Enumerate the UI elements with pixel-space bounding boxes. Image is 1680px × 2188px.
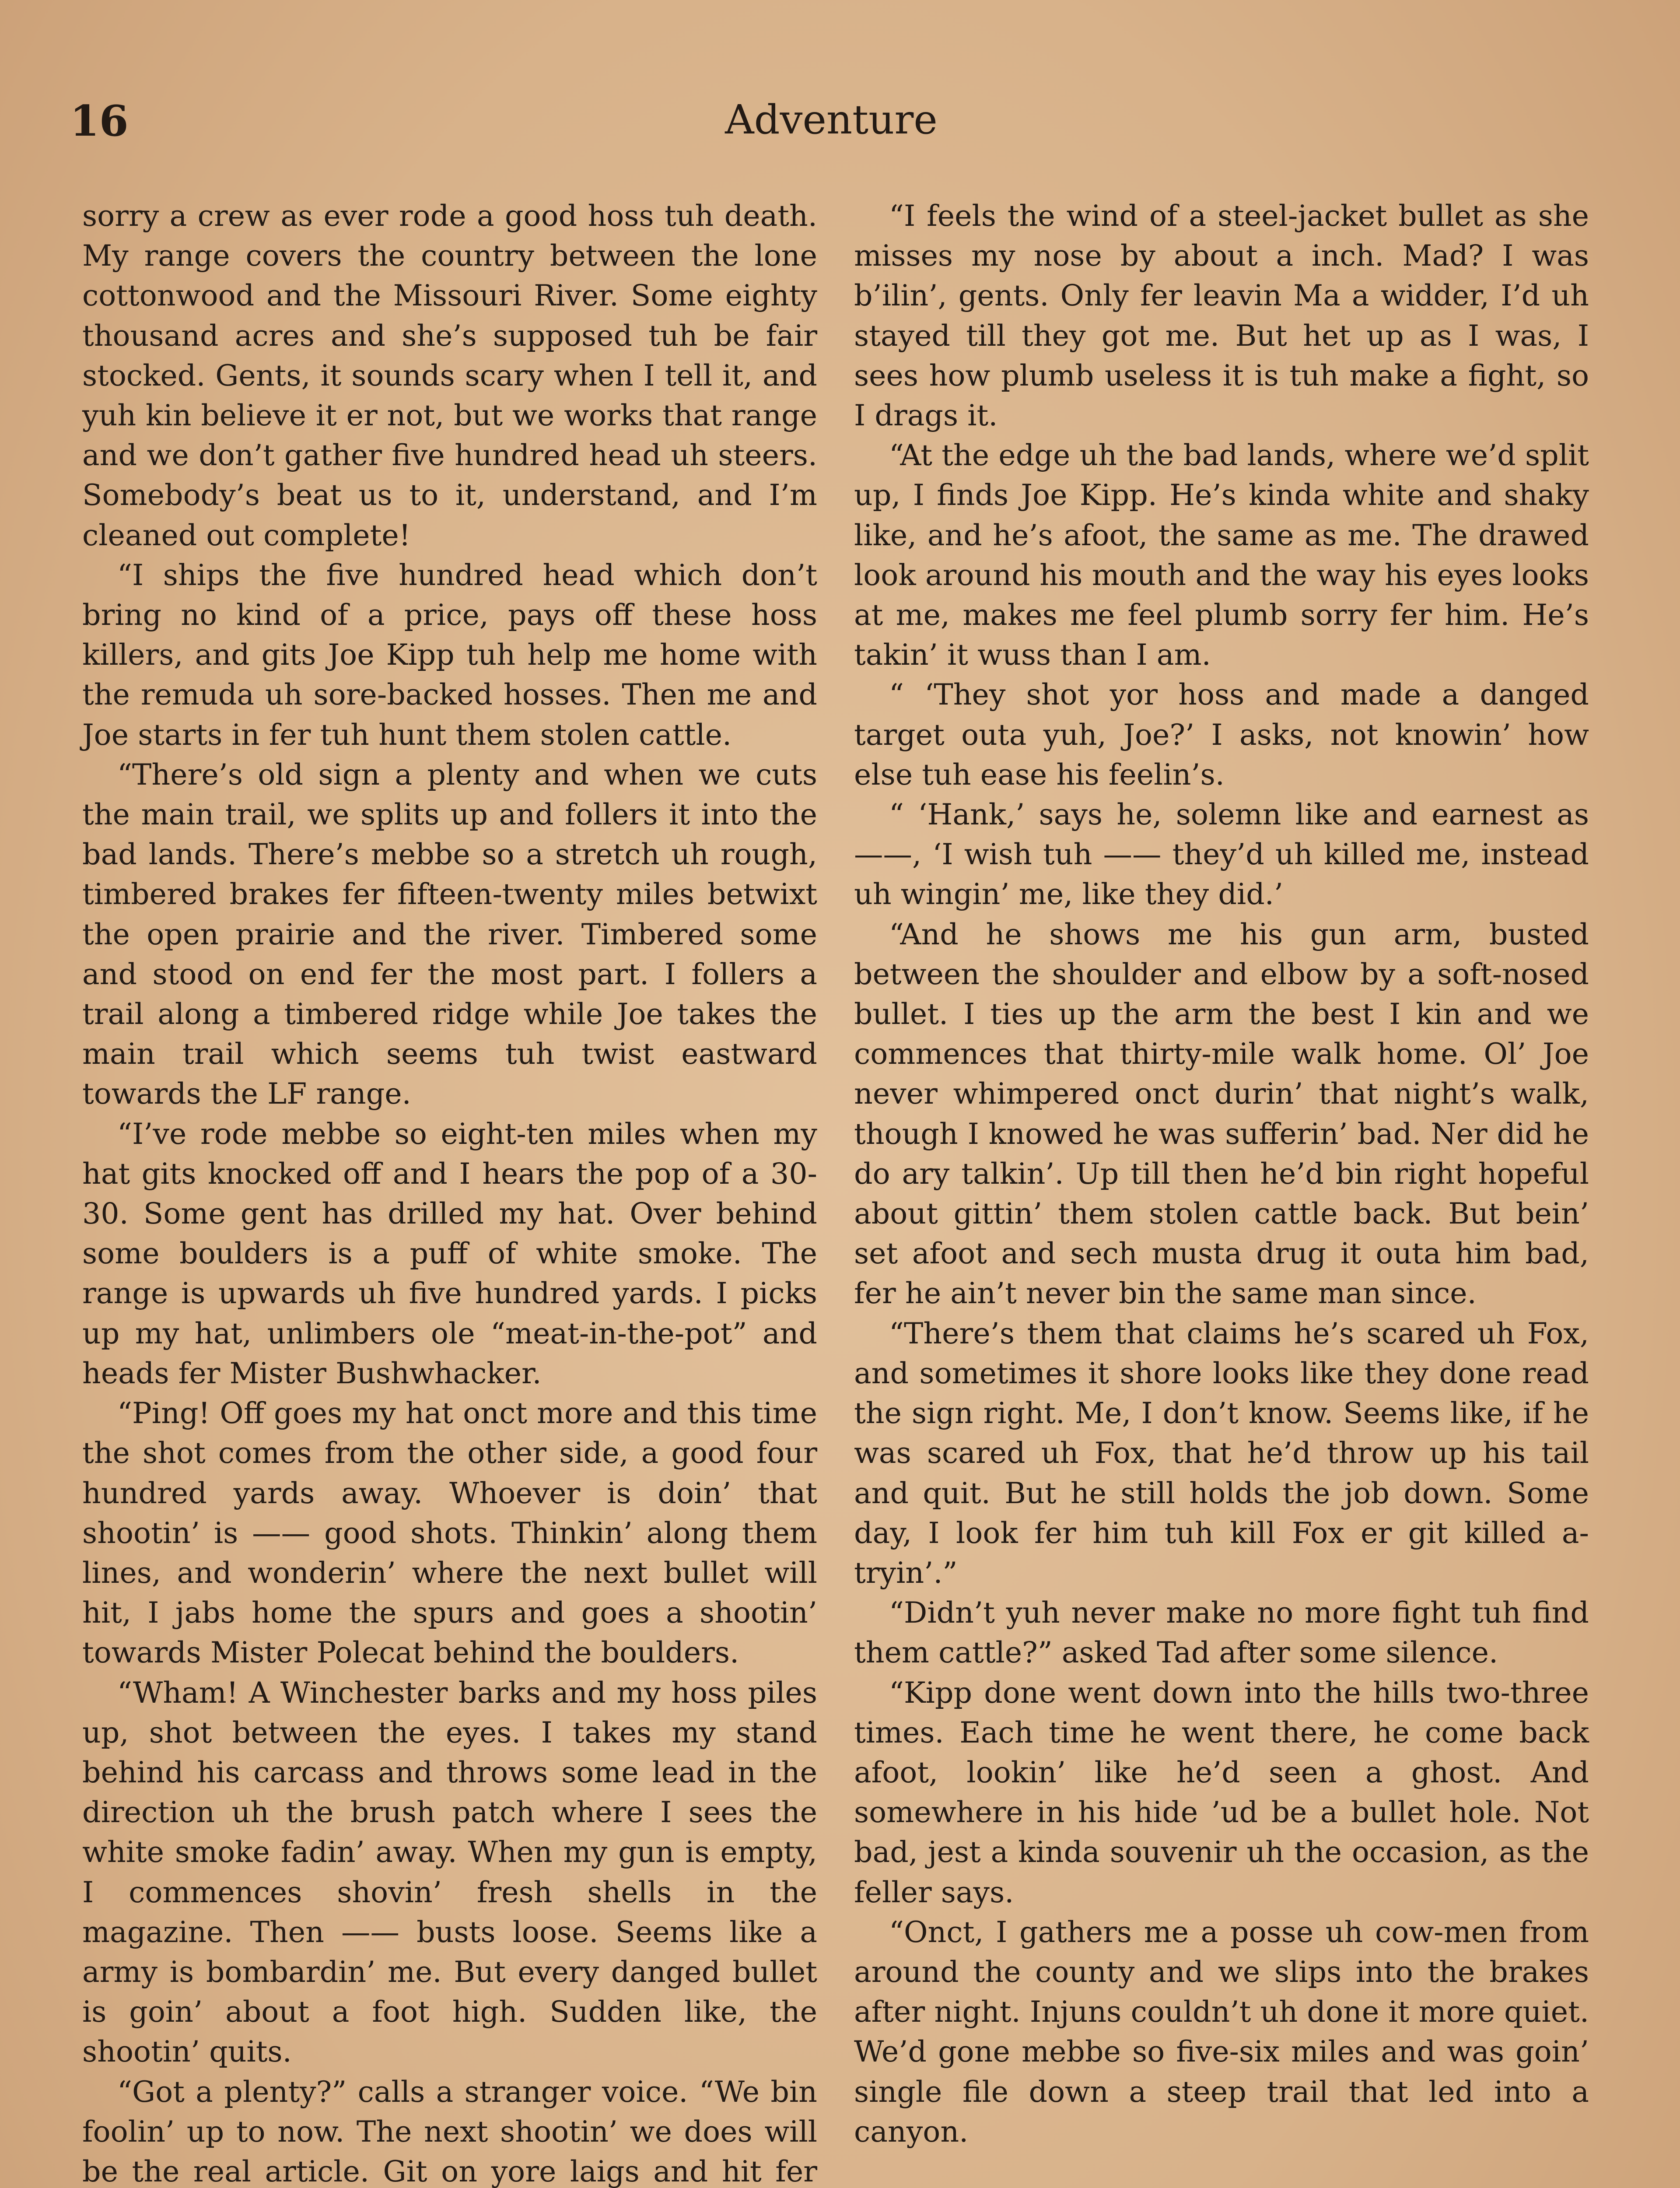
paragraph: “Kipp done went down into the hills two-three times. Each time he went there, he come back afoot, lookin’ like he’d seen a ghost. And somewhere in his hide ’ud be a bullet hole. Not bad, jest a kinda souvenir uh the occasion, as the feller says. <box>854 1675 1589 1909</box>
paragraph: “At the edge uh the bad lands, where we’d split up, I finds Joe Kipp. He’s kinda white and shaky like, and he’s afoot, the same as me. The drawed look around his mouth and the way his eyes looks at me, makes me feel plumb sorry fer him. He’s takin’ it wuss than I am. <box>854 438 1589 672</box>
page-header <box>70 96 1592 149</box>
paragraph: “Got a plenty?” calls a stranger voice. “We bin foolin’ up to now. The next shootin’ we does will be the real article. Git on yore laigs and hit fer <box>82 2074 817 2188</box>
running-title: Adventure <box>725 96 938 143</box>
paragraph: “ ‘They shot yor hoss and made a danged target outa yuh, Joe?’ I asks, not knowin’ how else tuh ease his feelin’s. <box>854 677 1589 792</box>
right-column <box>854 196 1589 2188</box>
paragraph: “There’s them that claims he’s scared uh Fox, and sometimes it shore looks like they done read the sign right. Me, I don’t know. Seems like, if he was scared uh Fox, that he’d throw up his tail and quit. But he still holds the job down. Some day, I look fer him tuh kill Fox er git killed a-tryin’.” <box>854 1316 1589 1590</box>
paragraph: “I’ve rode mebbe so eight-ten miles when my hat gits knocked off and I hears the pop of a 30-30. Some gent has drilled my hat. Over behind some boulders is a puff of white smoke. The range is upwards uh five hundred yards. I picks up my hat, unlimbers ole “meat-in-the-pot” and heads fer Mister Bushwhacker. <box>82 1116 817 1390</box>
paragraph: “I ships the five hundred head which don’t bring no kind of a price, pays off these hoss killers, and gits Joe Kipp tuh help me home with the remuda uh sore-backed hosses. Then me and Joe starts in fer tuh hunt them stolen cattle. <box>82 558 817 752</box>
paragraph: “Didn’t yuh never make no more fight tuh find them cattle?” asked Tad after some silence. <box>854 1595 1589 1670</box>
left-column <box>82 196 817 2188</box>
paragraph: sorry a crew as ever rode a good hoss tuh death. My range covers the country between the lone cottonwood and the Missouri River. Some eighty thousand acres and she’s supposed tuh be fair stocked. Gents, it sounds scary when I tell it, and yuh kin believe it er not, but we works that range and we don’t gather five hundred head uh steers. Somebody’s beat us to it, understand, and I’m cleaned out complete! <box>82 199 817 552</box>
paragraph: “There’s old sign a plenty and when we cuts the main trail, we splits up and follers it into the bad lands. There’s mebbe so a stretch uh rough, timbered brakes fer fifteen-twenty miles betwixt the open prairie and the river. Timbered some and stood on end fer the most part. I follers a trail along a timbered ridge while Joe takes the main trail which seems tuh twist eastward towards the LF range. <box>82 757 817 1111</box>
paragraph: “I feels the wind of a steel-jacket bullet as she misses my nose by about a inch. Mad? I was b’ilin’, gents. Only fer leavin Ma a widder, I’d uh stayed till they got me. But het up as I was, I sees how plumb useless it is tuh make a fight, so I drags it. <box>854 199 1589 433</box>
paragraph: “Onct, I gathers me a posse uh cow-men from around the county and we slips into the brakes after night. Injuns couldn’t uh done it more quiet. We’d gone mebbe so five-six miles and was goin’ single file down a steep trail that led into a canyon. <box>854 1914 1589 2149</box>
paragraph: “ ‘Hank,’ says he, solemn like and earnest as ——, ‘I wish tuh —— they’d uh killed me, instead uh wingin’ me, like they did.’ <box>854 797 1589 912</box>
paragraph: “And he shows me his gun arm, busted between the shoulder and elbow by a soft-nosed bullet. I ties up the arm the best I kin and we commences that thirty-mile walk home. Ol’ Joe never whimpered onct durin’ that night’s walk, though I knowed he was sufferin’ bad. Ner did he do ary talkin’. Up till then he’d bin right hopeful about gittin’ them stolen cattle back. But bein’ set afoot and sech musta drug it outa him bad, fer he ain’t never bin the same man since. <box>854 917 1589 1311</box>
paragraph: “Ping! Off goes my hat onct more and this time the shot comes from the other side, a good four hundred yards away. Whoever is doin’ that shootin’ is —— good shots. Thinkin’ along them lines, and wonderin’ where the next bullet will hit, I jabs home the spurs and goes a shootin’ towards Mister Polecat behind the boulders. <box>82 1396 817 1670</box>
paragraph: “Wham! A Winchester barks and my hoss piles up, shot between the eyes. I takes my stand behind his carcass and throws some lead in the direction uh the brush patch where I sees the white smoke fadin’ away. When my gun is empty, I commences shovin’ fresh shells in the magazine. Then —— busts loose. Seems like a army is bombardin’ me. But every danged bullet is goin’ about a foot high. Sudden like, the shootin’ quits. <box>82 1675 817 2069</box>
page-number: 16 <box>70 96 129 146</box>
